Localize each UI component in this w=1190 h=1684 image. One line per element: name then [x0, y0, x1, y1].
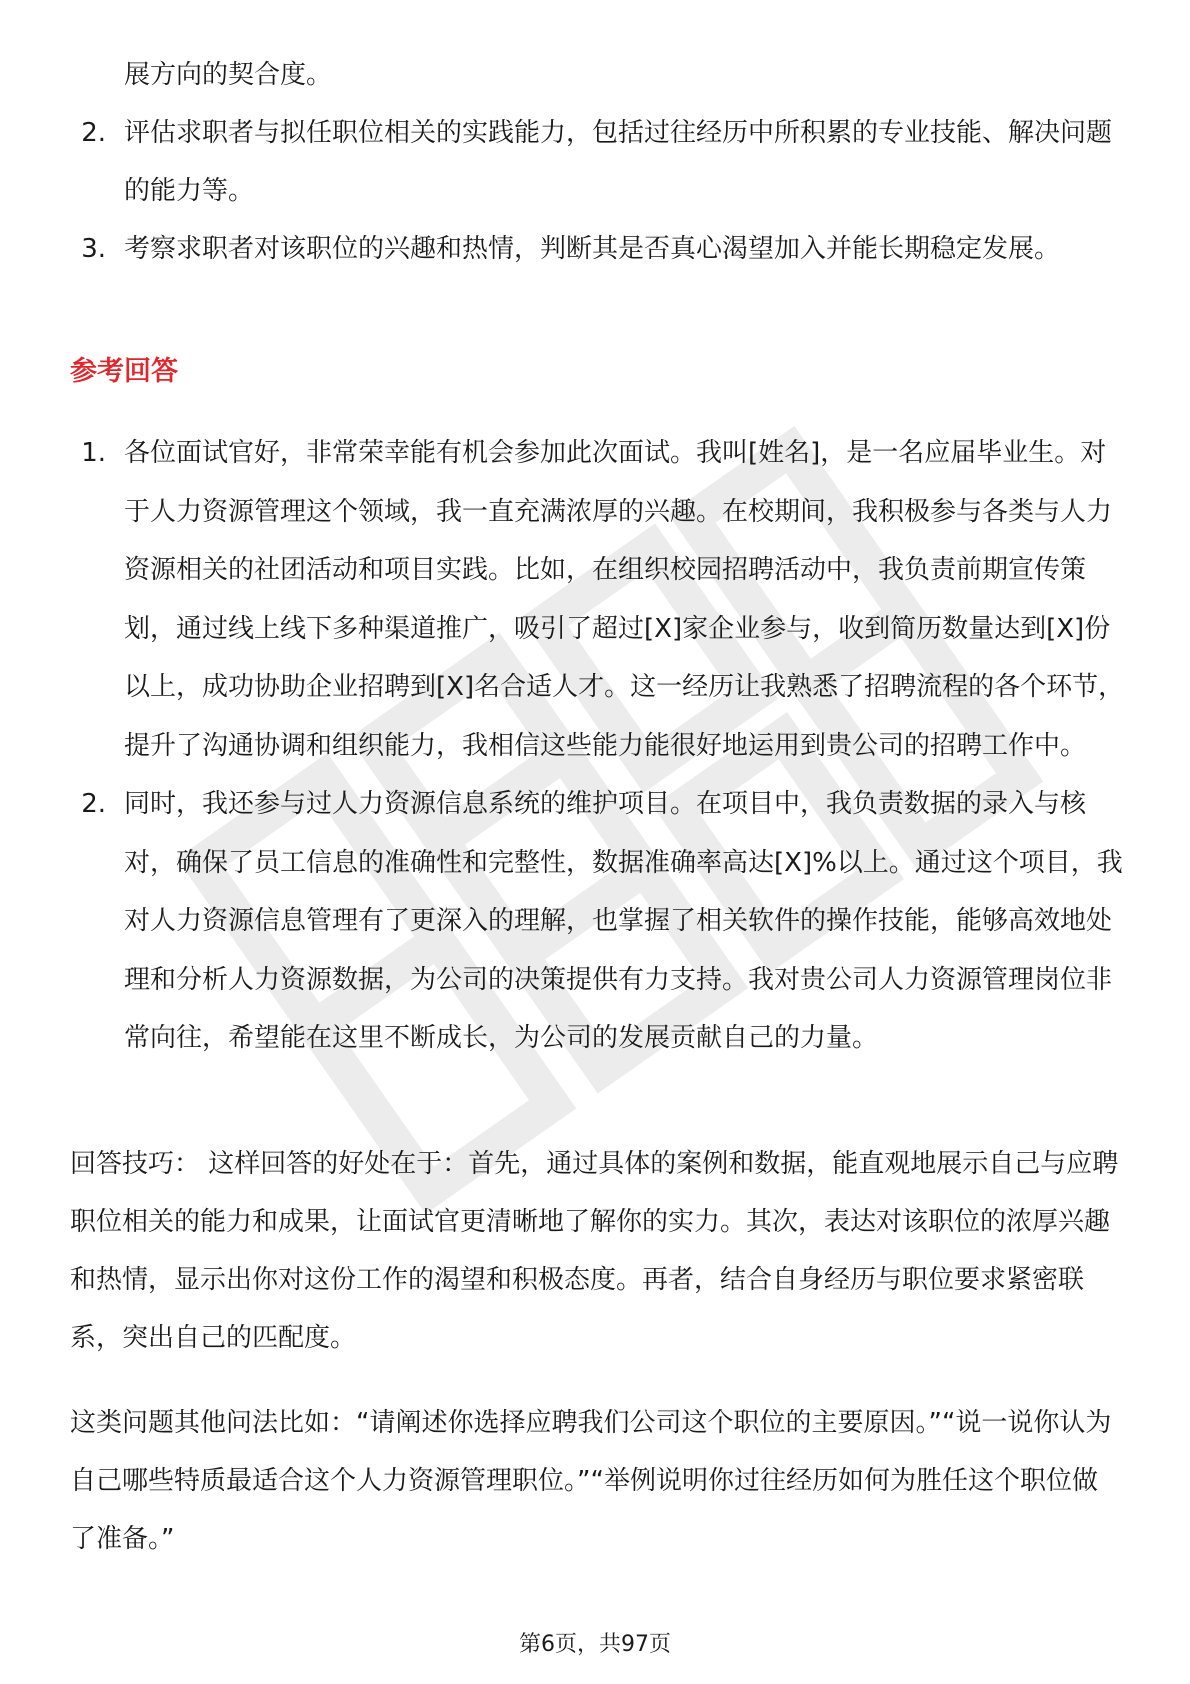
- evaluation-points-list: [66, 104, 1130, 278]
- list-number: 2.: [81, 118, 106, 148]
- continued-text: 展方向的契合度。: [124, 60, 333, 90]
- list-item: [66, 775, 1130, 1068]
- list-number: 1.: [81, 438, 106, 468]
- answer-tips-paragraph: 回答技巧： 这样回答的好处在于：首先，通过具体的案例和数据，能直观地展示自己与应聘职位相关的能力和成果，让面试官更清晰地了解你的实力。其次，表达对该职位的浓厚兴趣和热情，显示出你对这份工作的渴望和积极态度。再者，结合自身经历与职位要求紧密联系，突出自己的匹配度。: [70, 1149, 1119, 1353]
- list-number: 3.: [81, 234, 106, 264]
- section-title-reference-answer: 参考回答: [70, 356, 178, 387]
- list-number: 2.: [81, 789, 106, 819]
- list-item-text: 评估求职者与拟任职位相关的实践能力，包括过往经历中所积累的专业技能、解决问题的能力等。: [124, 118, 1113, 206]
- other-phrasings-paragraph: 这类问题其他问法比如：“请阐述你选择应聘我们公司这个职位的主要原因。”“说一说你认为自己哪些特质最适合这个人力资源管理职位。”“举例说明你过往经历如何为胜任这个职位做了准备。”: [70, 1408, 1112, 1554]
- list-item: [66, 104, 1130, 220]
- list-item: [66, 424, 1130, 775]
- list-item-text: 同时，我还参与过人力资源信息系统的维护项目。在项目中，我负责数据的录入与核对，确保了员工信息的准确性和完整性，数据准确率高达[X]%以上。通过这个项目，我对人力资源信息管理有了更深入的理解，也掌握了相关软件的操作技能，能够高效地处理和分析人力资源数据，为公司的决策提供有力支持。我对贵公司人力资源管理岗位非常向往，希望能在这里不断成长，为公司的发展贡献自己的力量。: [124, 789, 1123, 1053]
- list-item-text: 各位面试官好，非常荣幸能有机会参加此次面试。我叫[姓名]，是一名应届毕业生。对于人力资源管理这个领域，我一直充满浓厚的兴趣。在校期间，我积极参与各类与人力资源相关的社团活动和项目实践。比如，在组织校园招聘活动中，我负责前期宣传策划，通过线上线下多种渠道推广，吸引了超过[X]家企业参与，收到简历数量达到[X]份以上，成功协助企业招聘到[X]名合适人才。这一经历让我熟悉了招聘流程的各个环节，提升了沟通协调和组织能力，我相信这些能力能很好地运用到贵公司的招聘工作中。: [124, 438, 1125, 761]
- list-item: [66, 220, 1130, 278]
- list-item-text: 考察求职者对该职位的兴趣和热情，判断其是否真心渴望加入并能长期稳定发展。: [124, 234, 1061, 264]
- page-footer: 第6页，共97页: [519, 1632, 671, 1657]
- reference-answer-list: [66, 424, 1130, 1068]
